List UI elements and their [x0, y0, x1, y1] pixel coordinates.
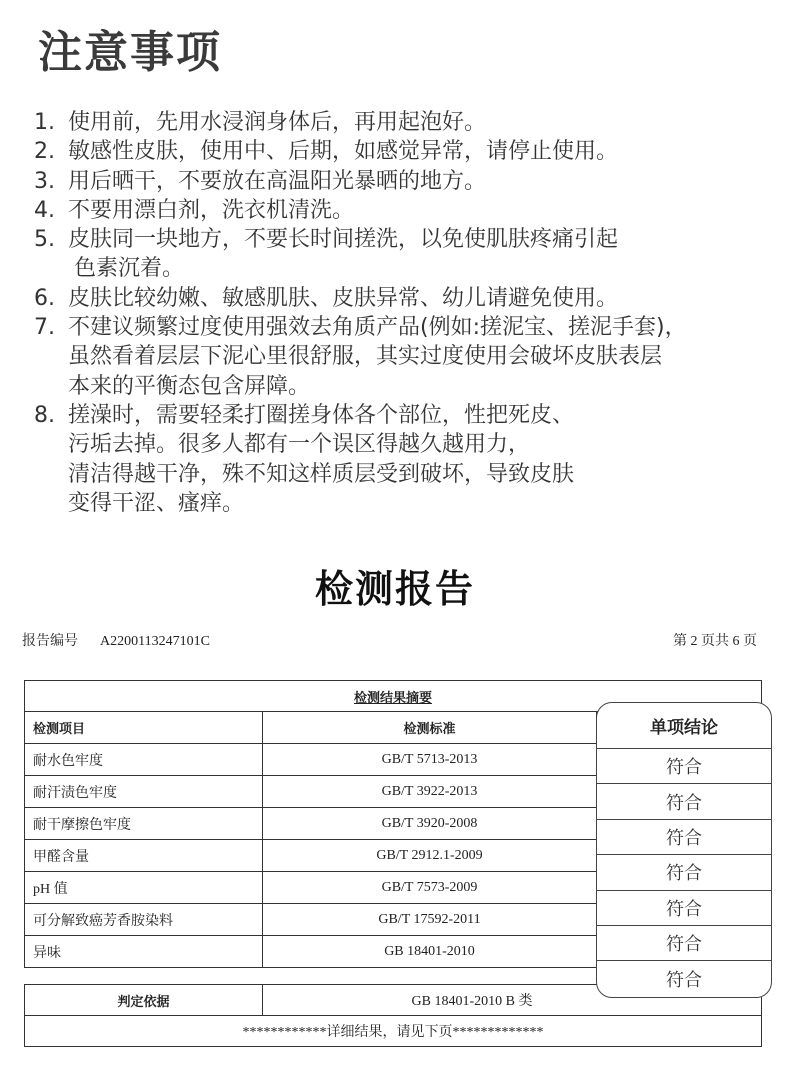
conclusion-value: 符合: [597, 749, 771, 784]
notice-number: 6.: [34, 285, 55, 311]
notice-line: 虽然看着层层下泥心里很舒服，其实过度使用会破坏皮肤表层: [68, 344, 663, 370]
row-standard: GB/T 7573-2009: [263, 872, 597, 903]
notice-list: [34, 108, 784, 518]
row-item: pH 值: [25, 872, 263, 903]
row-standard: GB/T 17592-2011: [263, 904, 597, 935]
row-item: 甲醛含量: [25, 840, 263, 871]
row-standard: GB/T 3922-2013: [263, 776, 597, 807]
notice-line: 变得干涩、瘙痒。: [68, 490, 245, 516]
notice-number: 3.: [34, 168, 55, 194]
notice-line: 色素沉着。: [74, 256, 185, 282]
row-item: 可分解致癌芳香胺染料: [25, 904, 263, 935]
report-title: 检测报告: [314, 567, 475, 611]
notice-line: 不要用漂白剂，洗衣机清洗。: [68, 197, 355, 223]
footer-row: [25, 1016, 761, 1046]
notice-item: [34, 108, 784, 137]
report-number-label: 报告编号: [22, 634, 78, 649]
row-standard: GB 18401-2010: [263, 936, 597, 967]
row-item: 耐干摩擦色牢度: [25, 808, 263, 839]
conclusion-header: 单项结论: [597, 703, 771, 749]
conclusion-overlay: [596, 702, 772, 998]
row-item: 异味: [25, 936, 263, 967]
conclusion-value: 符合: [597, 926, 771, 961]
footer-note: ************详细结果，请见下页*************: [242, 1025, 544, 1040]
notice-number: 8.: [34, 402, 55, 428]
basis-value: GB 18401-2010 B 类: [411, 994, 533, 1009]
notice-item: [34, 196, 784, 225]
notice-line: 清洁得越干净，殊不知这样质层受到破坏，导致皮肤: [68, 461, 575, 487]
notice-item: [34, 401, 784, 518]
conclusion-value: 符合: [597, 820, 771, 855]
notice-item: [34, 284, 784, 313]
notice-line: 不建议频繁过度使用强效去角质产品(例如:搓泥宝、搓泥手套)，: [68, 315, 687, 341]
notice-item: [34, 167, 784, 196]
row-standard: GB/T 3920-2008: [263, 808, 597, 839]
notice-number: 4.: [34, 197, 55, 223]
conclusion-value: 符合: [666, 970, 702, 992]
header-item: 检测项目: [25, 712, 263, 743]
notice-item: [34, 137, 784, 166]
row-item: 耐水色牢度: [25, 744, 263, 775]
notice-title: 注意事项: [38, 27, 222, 78]
notice-item: [34, 313, 784, 401]
notice-number: 1.: [34, 110, 55, 135]
basis-label: 判定依据: [25, 985, 263, 1015]
report-number: A2200113247101C: [100, 634, 210, 649]
notice-line: 使用前，先用水浸润身体后，再用起泡好。: [68, 110, 487, 135]
notice-number: 5.: [34, 227, 55, 253]
report-meta: [22, 630, 757, 650]
notice-line: 搓澡时，需要轻柔打圈搓身体各个部位，性把死皮、: [68, 402, 575, 428]
notice-item: [34, 225, 784, 284]
notice-line: 敏感性皮肤，使用中、后期，如感觉异常，请停止使用。: [68, 139, 619, 165]
row-standard: GB/T 5713-2013: [263, 744, 597, 775]
notice-line: 用后晒干，不要放在高温阳光暴晒的地方。: [68, 168, 487, 194]
notice-line: 皮肤同一块地方，不要长时间搓洗，以免使肌肤疼痛引起: [68, 227, 619, 253]
notice-line: 本来的平衡态包含屏障。: [68, 373, 311, 399]
summary-title: 检测结果摘要: [353, 690, 432, 706]
row-standard: GB/T 2912.1-2009: [263, 840, 597, 871]
notice-number: 7.: [34, 315, 55, 341]
notice-line: 污垢去掉。很多人都有一个误区得越久越用力，: [68, 432, 531, 458]
notice-number: 2.: [34, 139, 55, 165]
conclusion-value: 符合: [597, 855, 771, 890]
conclusion-value: 符合: [597, 784, 771, 819]
row-item: 耐汗渍色牢度: [25, 776, 263, 807]
report-page-indicator: 第 2 页共 6 页: [673, 634, 757, 649]
notice-line: 皮肤比较幼嫩、敏感肌肤、皮肤异常、幼儿请避免使用。: [68, 285, 619, 311]
conclusion-value: 符合: [597, 891, 771, 926]
header-standard: 检测标准: [263, 712, 597, 743]
